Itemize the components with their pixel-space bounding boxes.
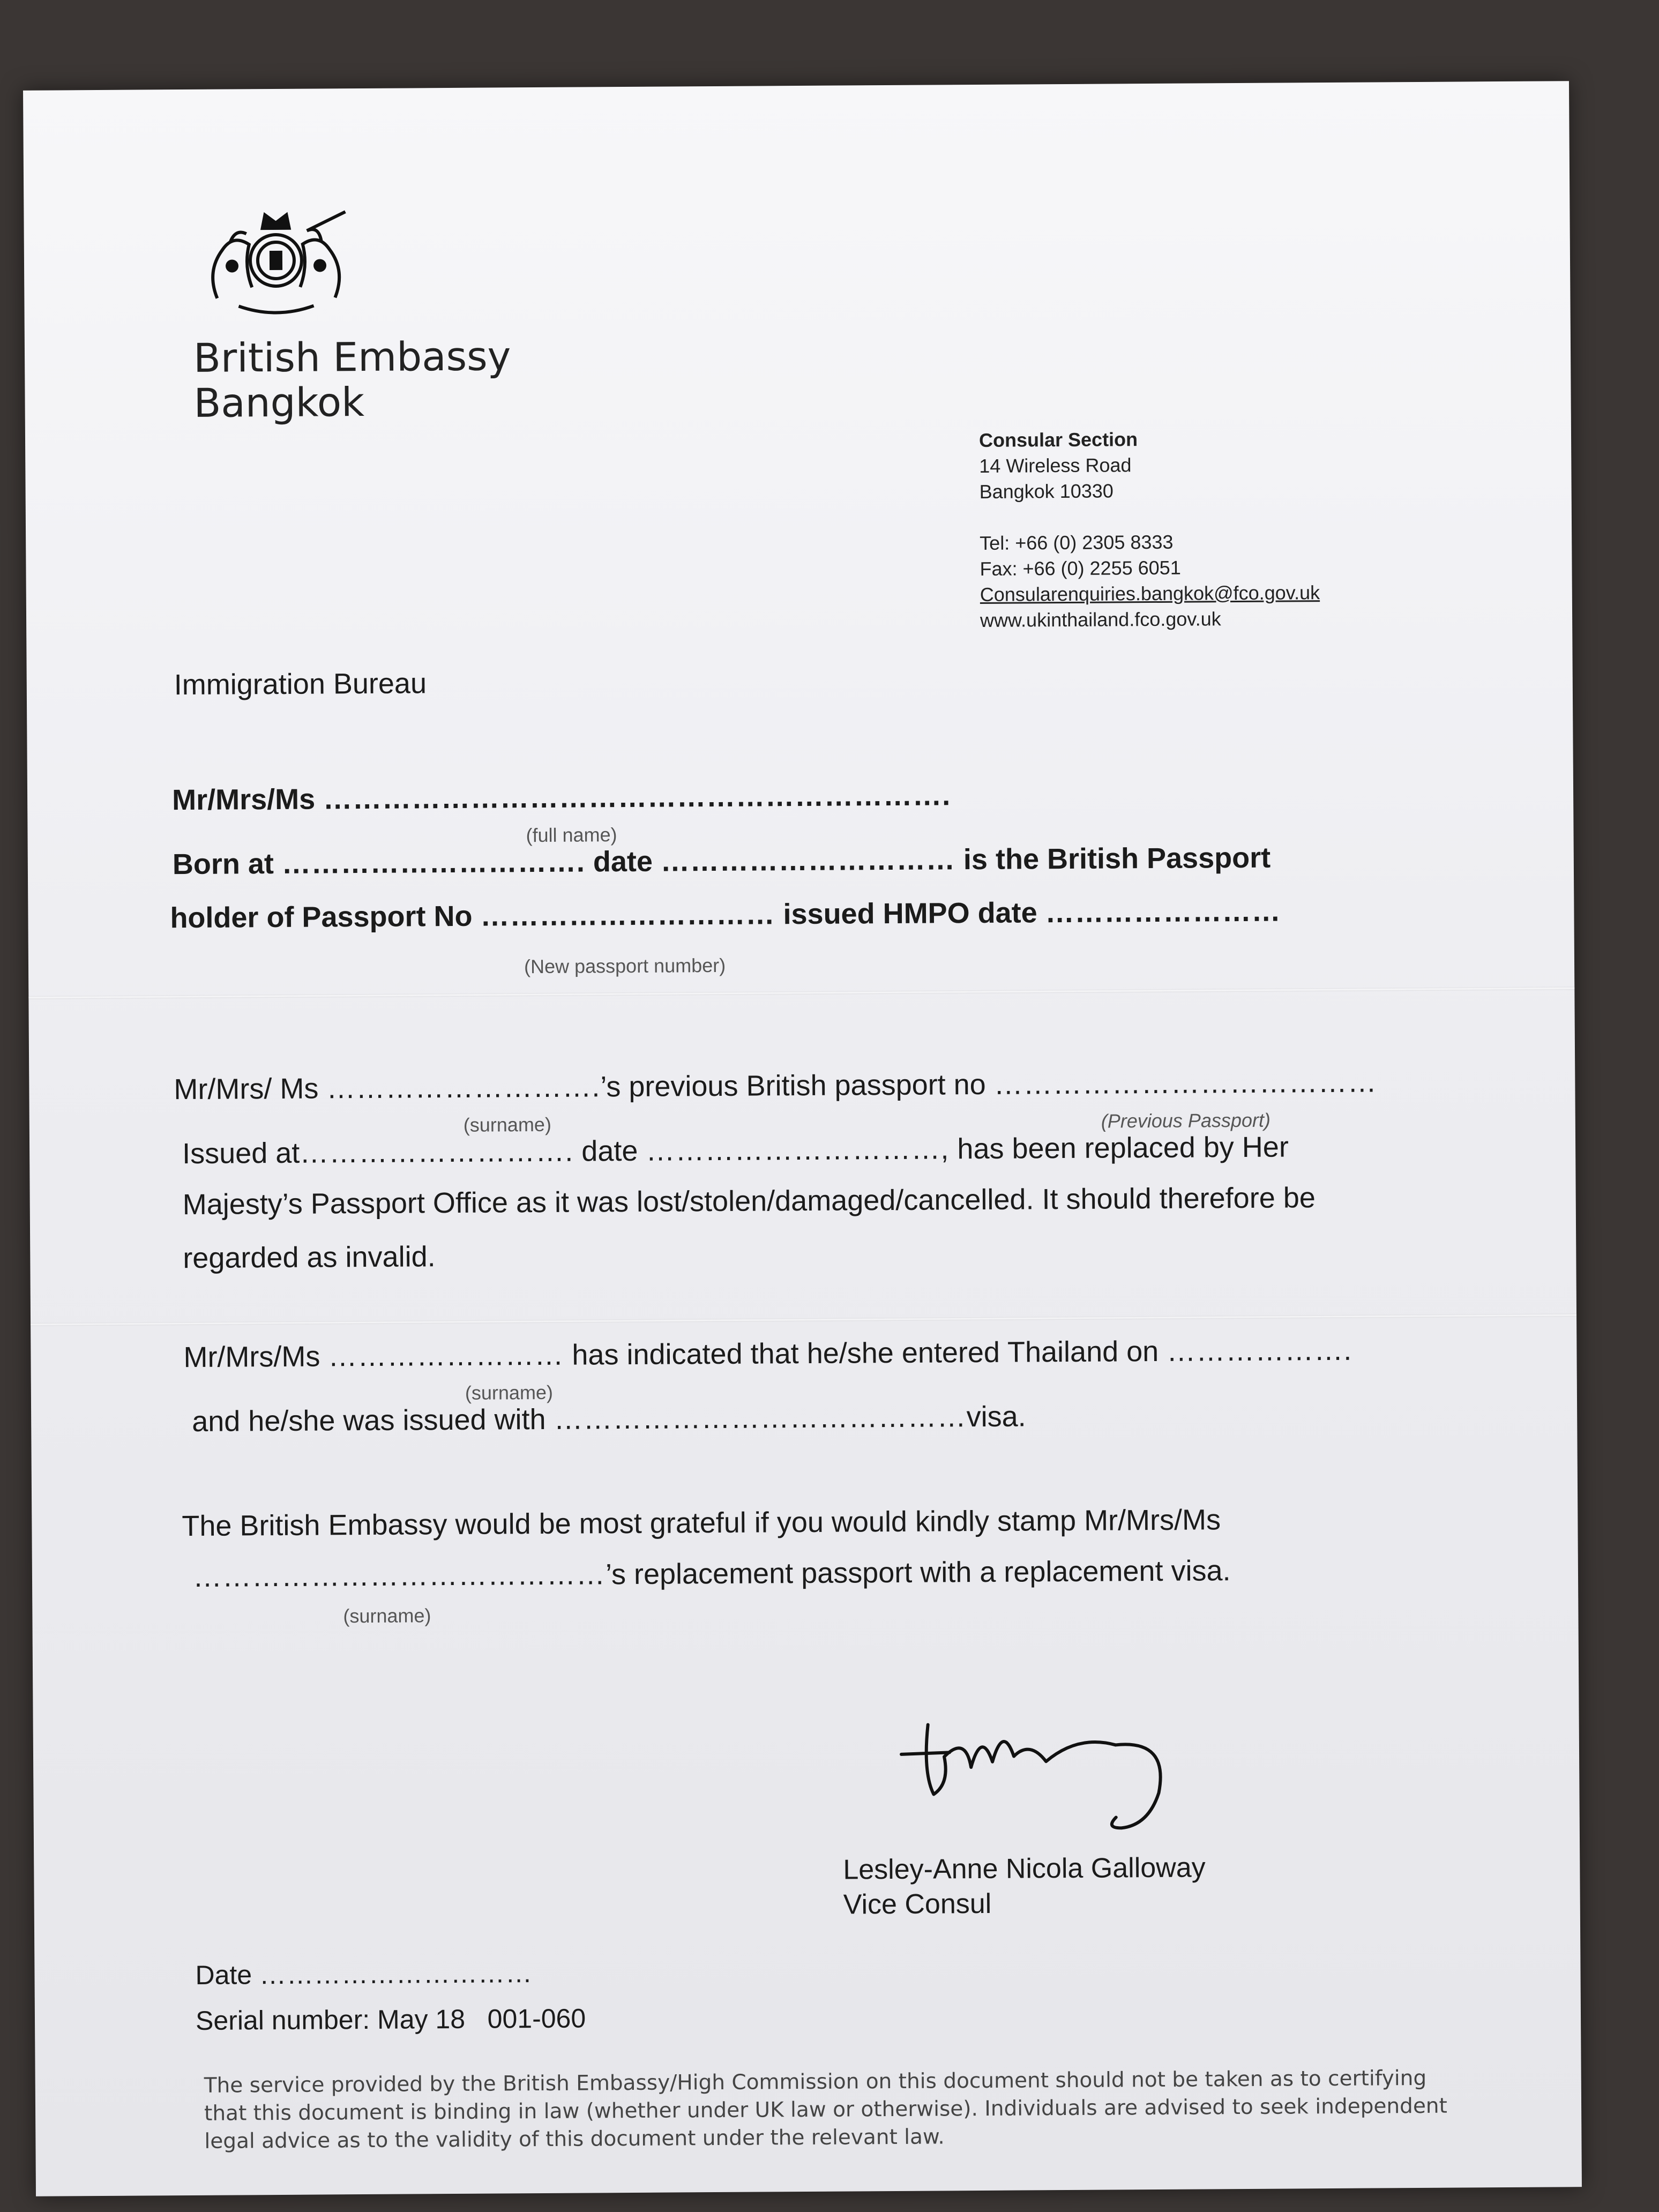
disclaimer: The service provided by the British Embassy/High Commission on this document should not be taken as to certifying that this document is binding in law (whether under UK law or otherwise). Individuals are advised to seek independent legal advice as to the validity of this document under the relevant law. (204, 2066, 1448, 2154)
website-link[interactable]: www.ukinthailand.fco.gov.uk (980, 608, 1221, 631)
letter-sheet (23, 81, 1582, 2196)
embassy-name (193, 333, 676, 425)
p2-line4: regarded as invalid. (183, 1240, 436, 1275)
email-link[interactable]: Consularenquiries.bangkok@fco.gov.uk (980, 581, 1320, 606)
handwritten-signature (890, 1701, 1202, 1843)
consular-section: Consular Section (978, 428, 1138, 451)
p1-line2: Born at …………………………. date ………………………… is the British Passport (172, 841, 1271, 881)
tel: Tel: +66 (0) 2305 8333 (980, 530, 1174, 554)
fold-line (28, 987, 1574, 999)
embassy-name-line2: Bangkok (193, 379, 365, 427)
address-line-2: Bangkok 10330 (979, 480, 1114, 503)
p3-line2: and he/she was issued with ……………………………………visa. (192, 1400, 1026, 1438)
signatory-title: Vice Consul (843, 1888, 992, 1920)
royal-crest-icon (184, 190, 367, 320)
address-line-1: 14 Wireless Road (979, 454, 1132, 477)
p1-line3: holder of Passport No ………………………… issued HMPO date …………………… (170, 895, 1281, 935)
contact-block (979, 424, 1462, 633)
p2-line3: Majesty’s Passport Office as it was lost/stolen/damaged/cancelled. It should therefore be (182, 1182, 1316, 1221)
p3-line1: Mr/Mrs/Ms …………………… has indicated that he/she entered Thailand on ………………. (183, 1334, 1352, 1374)
p4-line2: ……………………………………’s replacement passport with a replacement visa. (192, 1555, 1231, 1593)
surname-label: (surname) (343, 1604, 431, 1627)
p4-line1: The British Embassy would be most grateful if you would kindly stamp Mr/Mrs/Ms (182, 1504, 1221, 1543)
fold-line (31, 1313, 1576, 1326)
embassy-name-line1: British Embassy (193, 333, 511, 382)
p2-line1: Mr/Mrs/ Ms ……………………….’s previous British passport no ………………………………… (174, 1066, 1377, 1106)
signatory-name: Lesley-Anne Nicola Galloway (843, 1852, 1206, 1886)
surname-label: (surname) (463, 1113, 552, 1136)
previous-passport-label: (Previous Passport) (1101, 1109, 1271, 1132)
date-line: Date ………………………… (195, 1958, 533, 1990)
p2-line2: Issued at………………………. date …………………………, has been replaced by Her (182, 1131, 1289, 1170)
addressee: Immigration Bureau (174, 667, 427, 701)
new-passport-label: (New passport number) (524, 954, 726, 978)
surname-label: (surname) (465, 1381, 554, 1404)
p1-line1: Mr/Mrs/Ms ………………………………………………………. (171, 779, 951, 817)
serial-number: Serial number: May 18 001-060 (195, 2003, 586, 2036)
fax: Fax: +66 (0) 2255 6051 (980, 556, 1181, 580)
fullname-label: (full name) (526, 824, 617, 847)
